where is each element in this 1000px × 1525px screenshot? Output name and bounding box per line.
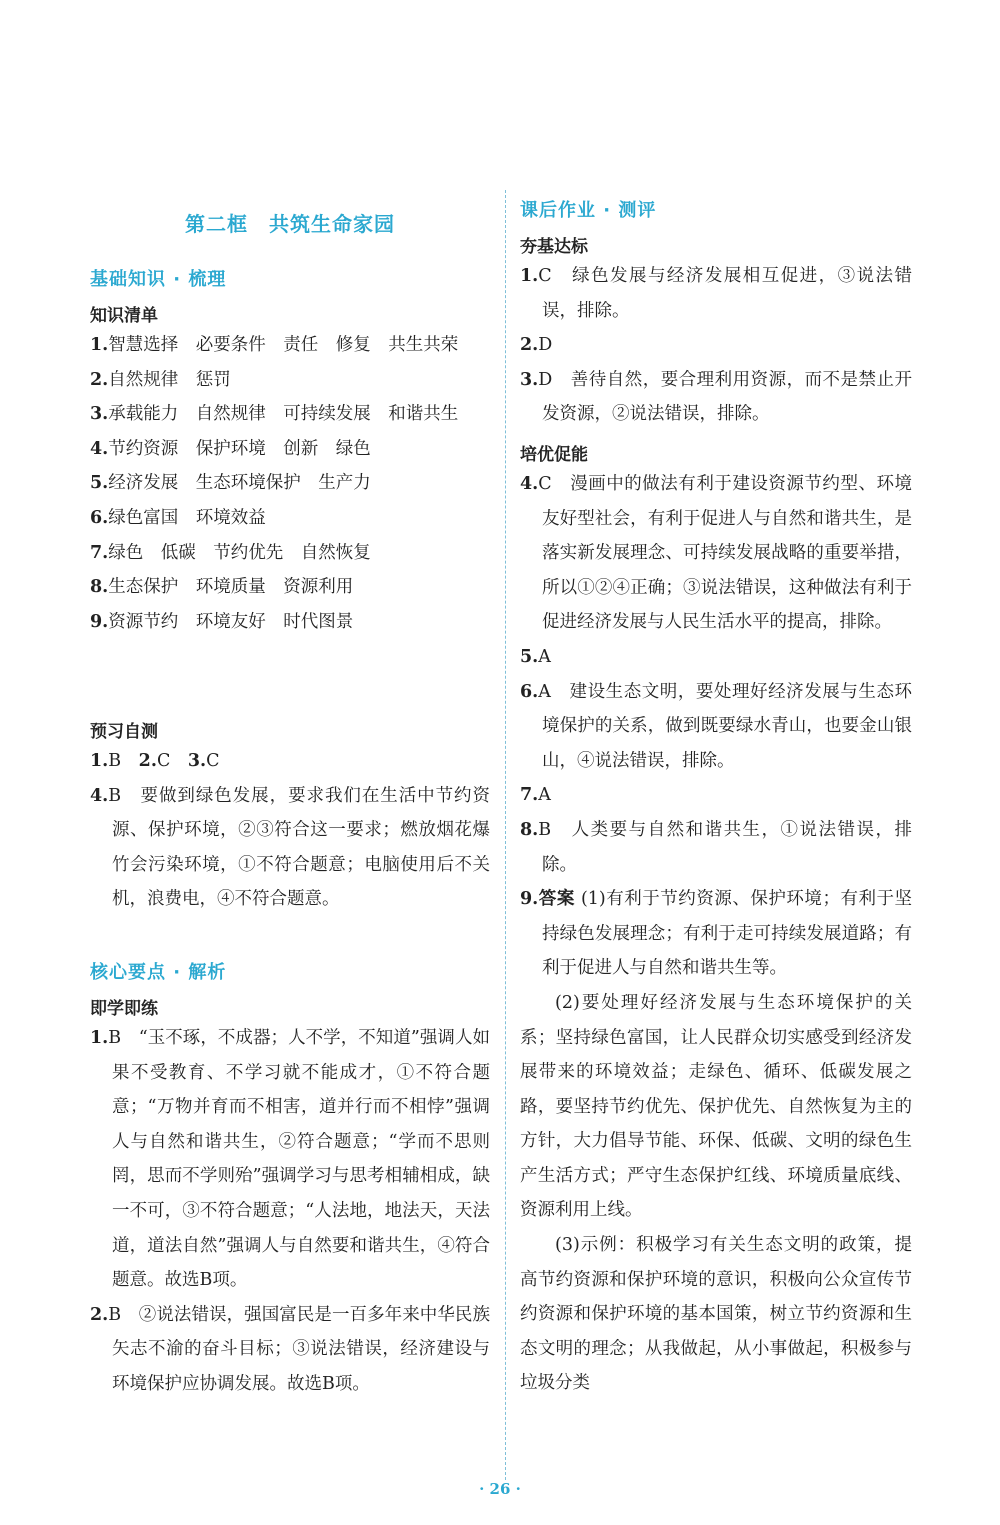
- list-item: 7.绿色 低碳 节约优先 自然恢复: [90, 542, 371, 563]
- list-item: 6.A 建设生态文明，要处理好经济发展与生态环境保护的关系，做到既要绿水青山，也要金山银山，④说法错误，排除。: [520, 681, 912, 771]
- advanced-list: [520, 467, 912, 1401]
- subsection-advanced: 培优促能: [520, 445, 588, 465]
- answer-paragraph: (2)要处理好经济发展与生态环境保护的关系；坚持绿色富国，让人民群众切实感受到经济发展带来的环境效益；走绿色、循环、低碳发展之路，要坚持节约优先、保护优先、自然恢复为主的方针，大力倡导节能、环保、低碳、文明的绿色生产生活方式；严守生态保护红线、环境质量底线、资源利用上线。: [520, 992, 912, 1221]
- list-item: 3.D 善待自然，要合理利用资源，而不是禁止开发资源，②说法错误，排除。: [520, 369, 912, 425]
- page-number: · 26 ·: [479, 1480, 521, 1498]
- frame-title: 第二框 共筑生命家园: [185, 212, 395, 236]
- subsection-basics: 夯基达标: [520, 237, 588, 257]
- list-item: 8.生态保护 环境质量 资源利用: [90, 577, 354, 598]
- list-item: 5.经济发展 生态环境保护 生产力: [90, 473, 371, 494]
- list-item: 2.B ②说法错误，强国富民是一百多年来中华民族矢志不渝的奋斗目标；③说法错误，经济建设与环境保护应协调发展。故选B项。: [90, 1304, 490, 1394]
- list-item: 9.答案 (1)有利于节约资源、保护环境；有利于坚持绿色发展理念；有利于走可持续发展道路；有利于促进人与自然和谐共生等。: [520, 889, 913, 979]
- list-item: 6.绿色富国 环境效益: [90, 507, 266, 528]
- list-item: 1.B 2.C 3.C: [90, 751, 220, 771]
- list-item: 4.B 要做到绿色发展，要求我们在生活中节约资源、保护环境，②③符合这一要求；燃放烟花爆竹会污染环境，①不符合题意；电脑使用后不关机，浪费电，④不符合题意。: [90, 785, 490, 910]
- section-basic-knowledge: 基础知识 · 梳理: [90, 269, 227, 290]
- subsection-practice: 即学即练: [90, 999, 158, 1019]
- list-item: 9.资源节约 环境友好 时代图景: [90, 611, 354, 632]
- section-core-points: 核心要点 · 解析: [90, 962, 227, 983]
- subsection-knowledge-list: 知识清单: [90, 306, 158, 326]
- section-homework: 课后作业 · 测评: [520, 200, 657, 221]
- practice-list: [90, 1021, 490, 1402]
- subsection-preview-test: 预习自测: [90, 722, 158, 742]
- column-divider: [505, 190, 506, 1480]
- list-item: 8.B 人类要与自然和谐共生，①说法错误，排除。: [520, 819, 912, 875]
- list-item: 5.A: [520, 646, 551, 667]
- preview-test-list: [90, 744, 490, 917]
- list-item: 3.承载能力 自然规律 可持续发展 和谐共生: [90, 404, 459, 425]
- list-item: 4.节约资源 保护环境 创新 绿色: [90, 438, 371, 459]
- knowledge-list: [90, 328, 490, 639]
- list-item: 1.B “玉不琢，不成器；人不学，不知道”强调人如果不受教育、不学习就不能成才，①不符合题意；“万物并育而不相害，道并行而不相悖”强调人与自然和谐共生，②符合题意；“学而不思则罔，思而不学则殆”强调学习与思考相辅相成，缺一不可，③不符合题意；“人法地，地法天，天法道，道法自然”强调人与自然要和谐共生，④符合题意。故选B项。: [90, 1028, 490, 1291]
- list-item: 2.D: [520, 335, 553, 356]
- list-item: 4.C 漫画中的做法有利于建设资源节约型、环境友好型社会，有利于促进人与自然和谐共生，是落实新发展理念、可持续发展战略的重要举措，所以①②④正确；③说法错误，这种做法有利于促进经济发展与人民生活水平的提高，排除。: [520, 474, 912, 633]
- list-item: 2.自然规律 惩罚: [90, 369, 231, 390]
- basics-list: [520, 259, 912, 432]
- answer-paragraph: (3)示例：积极学习有关生态文明的政策，提高节约资源和保护环境的意识，积极向公众宣传节约资源和保护环境的基本国策，树立节约资源和生态文明的理念；从我做起，从小事做起，积极参与垃圾分类: [520, 1235, 912, 1394]
- list-item: 7.A: [520, 785, 551, 806]
- list-item: 1.C 绿色发展与经济发展相互促进，③说法错误，排除。: [520, 266, 912, 321]
- list-item: 1.智慧选择 必要条件 责任 修复 共生共荣: [90, 335, 459, 355]
